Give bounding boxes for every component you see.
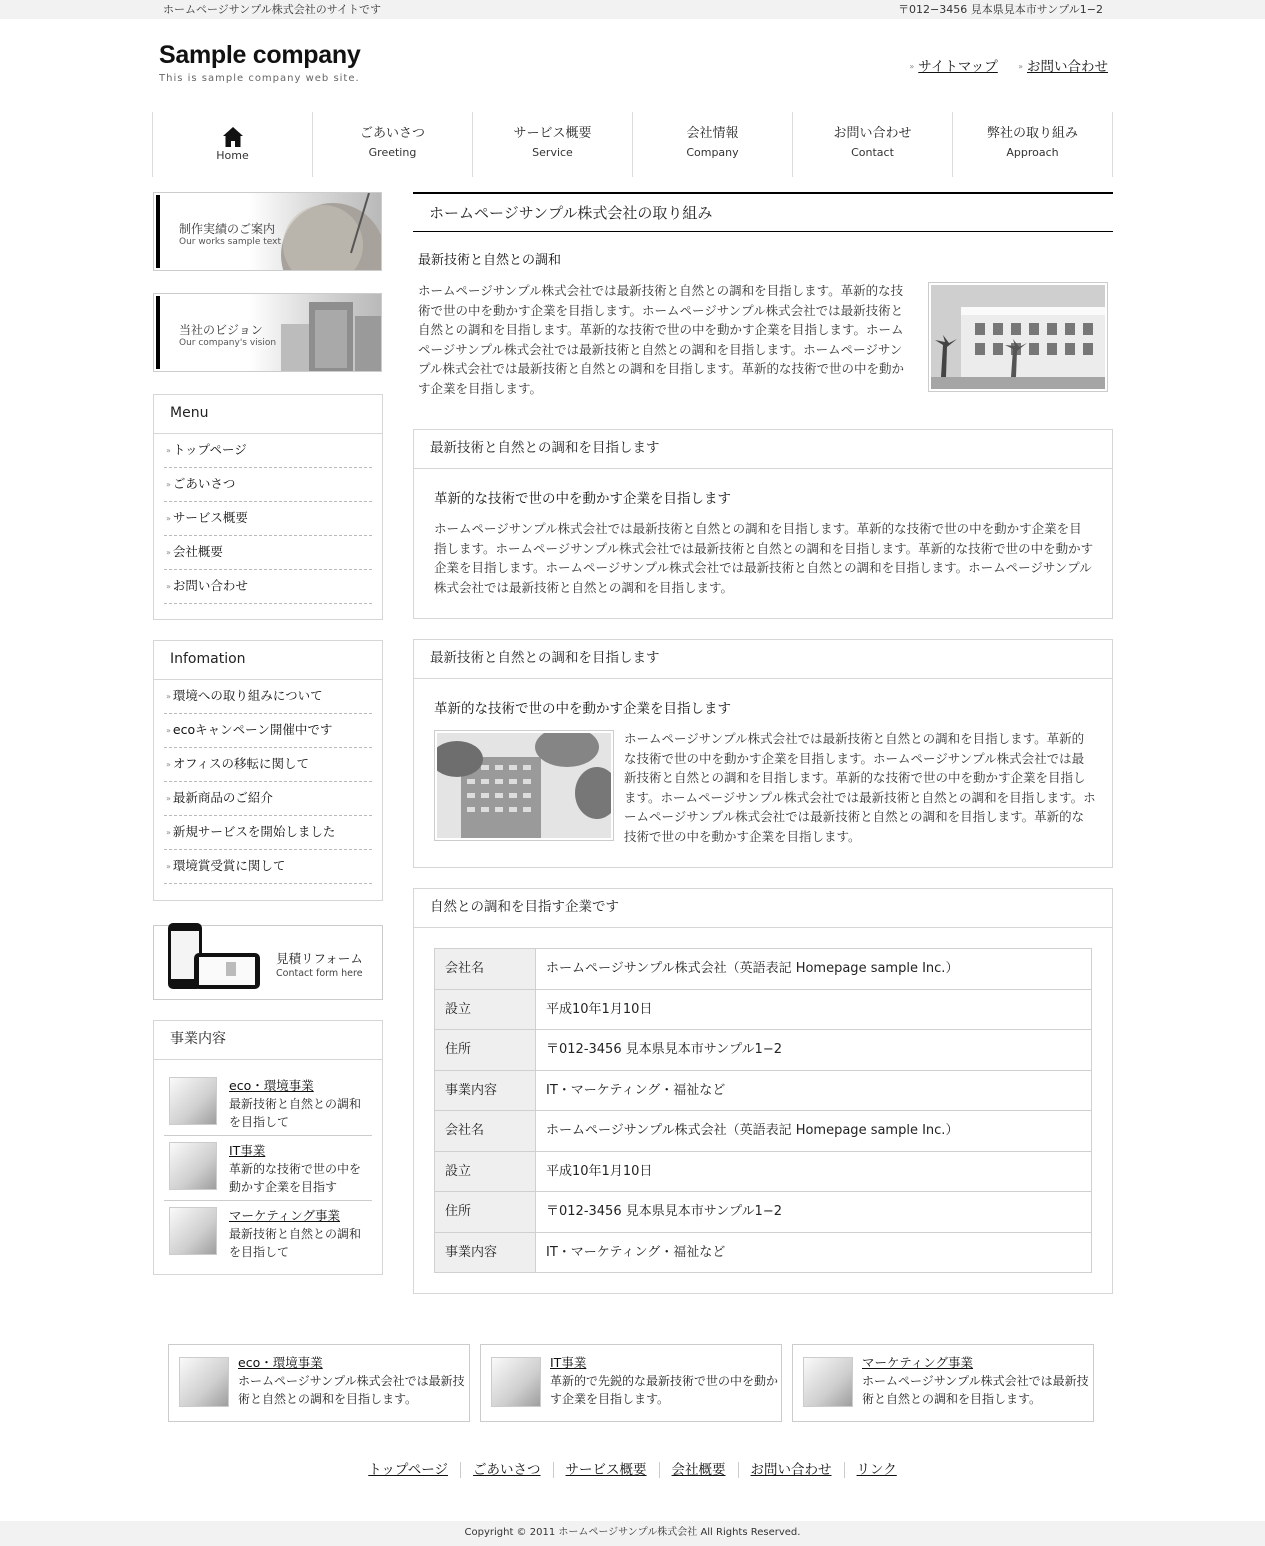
menu-item[interactable] [164, 536, 372, 570]
globe-image [271, 193, 381, 270]
business-item-link[interactable]: IT事業 [229, 1143, 266, 1158]
information-box [153, 640, 383, 901]
office-building-photo [928, 282, 1108, 392]
nav-company[interactable] [633, 112, 793, 177]
global-nav [152, 112, 1113, 177]
menu-title: Menu [154, 395, 382, 434]
nav-contact-jp: お問い合わせ [833, 126, 912, 141]
content-box-1-text: ホームページサンプル株式会社では最新技術と自然との調和を目指します。革新的な技術で世の中を動かす企業を目指します。ホームページサンプル株式会社では最新技術と自然との調和を目指します。革新的な技術で世の中を動かす企業を目指します。ホームページサンプル株式会社では最新技術と自然との調和を目指します。ホームページサンプル株式会社では最新技術と自然との調和を目指します。 [434, 521, 1094, 595]
table-value: 平成10年1月10日 [536, 1151, 1092, 1192]
footer-nav-company[interactable]: 会社概要 [660, 1462, 739, 1478]
information-title: Infomation [154, 641, 382, 680]
info-item[interactable] [164, 850, 372, 884]
info-item[interactable] [164, 748, 372, 782]
footer-nav-top[interactable]: トップページ [356, 1462, 461, 1478]
content-box-2-text: ホームページサンプル株式会社では最新技術と自然との調和を目指します。革新的な技術で世の中を動かす企業を目指します。ホームページサンプル株式会社では最新技術と自然との調和を目指します。革新的な技術で世の中を動かす企業を目指します。ホームページサンプル株式会社では最新技術と自然との調和を目指します。ホームページサンプル株式会社では最新技術と自然との調和を目指します。革新的な技術で世の中を動かす企業を目指します。 [624, 731, 1096, 844]
info-item-label[interactable]: 環境への取り組みについて [172, 688, 323, 703]
nav-company-en: Company [686, 146, 739, 159]
vision-banner-title: 当社のビジョン [179, 323, 263, 337]
arrow-bullet-icon: » [166, 827, 171, 837]
info-item[interactable] [164, 816, 372, 850]
menu-item[interactable] [164, 570, 372, 604]
copyright: Copyright © 2011 ホームページサンプル株式会社 All Rights Reserved. [0, 1521, 1265, 1546]
nav-contact[interactable] [793, 112, 953, 177]
info-item-label[interactable]: ecoキャンペーン開催中です [172, 722, 333, 737]
company-info-heading: 自然との調和を目指す企業です [414, 889, 1112, 928]
top-bar [0, 0, 1265, 19]
business-item-link[interactable]: マーケティング事業 [229, 1208, 341, 1223]
table-value: ホームページサンプル株式会社（英語表記 Homepage sample Inc.） [536, 949, 1092, 990]
footer-feature-desc: ホームページサンプル株式会社では最新技術と自然との調和を目指します。 [862, 1374, 1089, 1406]
table-row [435, 1192, 1092, 1233]
business-title: 事業内容 [154, 1021, 382, 1060]
vision-banner-sub: Our company's vision [179, 338, 277, 348]
content-box-2-subheading: 革新的な技術で世の中を動かす企業を目指します [434, 701, 731, 717]
footer-nav-contact[interactable]: お問い合わせ [739, 1462, 845, 1478]
phone-tablet-image [166, 921, 266, 993]
table-row [435, 1232, 1092, 1273]
info-item[interactable] [164, 680, 372, 714]
estimate-form-banner[interactable] [153, 925, 383, 1000]
business-item-desc: 最新技術と自然との調和を目指して [229, 1097, 362, 1129]
arrow-bullet-icon: » [166, 581, 171, 591]
table-key: 事業内容 [435, 1232, 536, 1273]
footer-feature-eco [168, 1344, 470, 1422]
business-item-desc: 革新的な技術で世の中を動かす企業を目指す [229, 1162, 362, 1194]
footer-nav [0, 1460, 1265, 1480]
nav-greeting[interactable] [313, 112, 473, 177]
business-item [164, 1201, 372, 1266]
intro-heading: 最新技術と自然との調和 [418, 253, 562, 268]
nav-approach-jp: 弊社の取り組み [986, 126, 1078, 141]
nav-service-jp: サービス概要 [513, 126, 592, 141]
nav-approach-en: Approach [1006, 146, 1059, 159]
table-row [435, 1111, 1092, 1152]
marketing-thumbnail[interactable] [803, 1357, 853, 1407]
footer-feature-desc: ホームページサンプル株式会社では最新技術と自然との調和を目指します。 [238, 1374, 465, 1406]
nav-company-jp: 会社情報 [686, 126, 739, 141]
table-value: IT・マーケティング・福祉など [536, 1232, 1092, 1273]
eco-business-thumbnail[interactable] [169, 1077, 217, 1125]
menu-item-label[interactable]: お問い合わせ [172, 578, 248, 593]
nav-greeting-jp: ごあいさつ [359, 126, 425, 141]
arrow-bullet-icon: » [166, 547, 171, 557]
nav-home[interactable] [153, 112, 313, 177]
info-item[interactable] [164, 714, 372, 748]
table-row [435, 989, 1092, 1030]
nav-contact-en: Contact [851, 146, 894, 159]
arrow-bullet-icon: » [166, 759, 171, 769]
estimate-title: 見積リフォーム [276, 951, 363, 966]
table-key: 会社名 [435, 1111, 536, 1152]
menu-item[interactable] [164, 468, 372, 502]
arrow-bullet-icon: » [166, 793, 171, 803]
info-item-label[interactable]: 最新商品のご紹介 [172, 790, 273, 805]
nav-approach[interactable] [953, 112, 1113, 177]
home-icon [222, 126, 244, 148]
banner-accent-bar [156, 195, 160, 268]
arrow-bullet-icon: » [166, 725, 171, 735]
arrow-bullet-icon: » [166, 513, 171, 523]
nav-service-en: Service [532, 146, 573, 159]
business-item-desc: 最新技術と自然との調和を目指して [229, 1227, 362, 1259]
menu-item-label[interactable]: ごあいさつ [172, 476, 236, 491]
arrow-bullet-icon: » [166, 479, 171, 489]
table-key: 住所 [435, 1030, 536, 1071]
info-item-label[interactable]: 環境賞受賞に関して [172, 858, 286, 873]
table-value: ホームページサンプル株式会社（英語表記 Homepage sample Inc.） [536, 1111, 1092, 1152]
content-box-2 [413, 639, 1113, 868]
arrow-bullet-icon: » [1018, 62, 1023, 71]
it-business-thumbnail[interactable] [169, 1142, 217, 1190]
business-item [164, 1071, 372, 1136]
footer-feature-marketing [792, 1344, 1094, 1422]
sitemap-link[interactable]: サイトマップ [918, 59, 998, 75]
logo-tagline: This is sample company web site. [159, 72, 360, 84]
menu-item-label[interactable]: 会社概要 [172, 544, 223, 559]
table-row [435, 949, 1092, 990]
company-info-box [413, 888, 1113, 1294]
works-banner[interactable] [153, 192, 382, 271]
arrow-bullet-icon: » [909, 62, 915, 71]
marketing-business-thumbnail[interactable] [169, 1207, 217, 1255]
intro-text: ホームページサンプル株式会社では最新技術と自然との調和を目指します。革新的な技術で世の中を動かす企業を目指します。ホームページサンプル株式会社では最新技術と自然との調和を目指します。革新的な技術で世の中を動かす企業を目指します。ホームページサンプル株式会社では最新技術と自然との調和を目指します。ホームページサンプル株式会社では最新技術と自然との調和を目指します。革新的な技術で世の中を動かす企業を目指します。 [418, 283, 905, 396]
it-thumbnail[interactable] [491, 1357, 541, 1407]
banner-accent-bar [156, 296, 160, 369]
table-value: 〒012-3456 見本県見本市サンプル1−2 [536, 1030, 1092, 1071]
business-item [164, 1136, 372, 1201]
estimate-sub: Contact form here [276, 968, 363, 979]
header-address: 〒012−3456 見本県見本市サンプル1−2 [898, 3, 1103, 16]
company-info-table [434, 948, 1092, 1273]
contact-link[interactable]: お問い合わせ [1027, 59, 1108, 75]
footer-feature-desc: 革新的で先鋭的な最新技術で世の中を動かす企業を目指します。 [550, 1374, 779, 1406]
building-image [271, 294, 381, 371]
content-box-1-subheading: 革新的な技術で世の中を動かす企業を目指します [434, 491, 731, 507]
table-row [435, 1070, 1092, 1111]
site-logo[interactable] [159, 42, 360, 86]
table-row [435, 1030, 1092, 1071]
vision-banner[interactable] [153, 293, 382, 372]
content-box-1 [413, 429, 1113, 619]
arrow-bullet-icon: » [166, 691, 171, 701]
eco-thumbnail[interactable] [179, 1357, 229, 1407]
site-description: ホームページサンプル株式会社のサイトです [163, 3, 382, 16]
menu-item-label[interactable]: サービス概要 [172, 510, 248, 525]
business-box [153, 1020, 383, 1275]
table-key: 設立 [435, 1151, 536, 1192]
table-value: 平成10年1月10日 [536, 989, 1092, 1030]
menu-item[interactable] [164, 434, 372, 468]
table-key: 設立 [435, 989, 536, 1030]
info-item-label[interactable]: 新規サービスを開始しました [172, 824, 336, 839]
page-title: ホームページサンプル株式会社の取り組み [413, 192, 1113, 232]
arrow-bullet-icon: » [166, 445, 171, 455]
footer-feature-link[interactable]: eco・環境事業 [238, 1355, 323, 1370]
menu-box [153, 394, 383, 620]
building-leaves-photo [434, 730, 614, 841]
works-banner-title: 制作実績のご案内 [179, 222, 276, 236]
nav-service[interactable] [473, 112, 633, 177]
table-value: IT・マーケティング・福祉など [536, 1070, 1092, 1111]
table-key: 会社名 [435, 949, 536, 990]
footer-nav-greeting[interactable]: ごあいさつ [461, 1462, 554, 1478]
business-item-link[interactable]: eco・環境事業 [229, 1078, 314, 1093]
nav-home-label: Home [216, 149, 249, 162]
table-row [435, 1151, 1092, 1192]
footer-nav-links[interactable]: リンク [856, 1462, 897, 1478]
nav-greeting-en: Greeting [368, 146, 417, 159]
logo-text[interactable]: Sample company [159, 41, 361, 69]
info-item[interactable] [164, 782, 372, 816]
arrow-bullet-icon: » [166, 861, 171, 871]
footer-feature-link[interactable]: IT事業 [550, 1355, 587, 1370]
info-item-label[interactable]: オフィスの移転に関して [172, 756, 310, 771]
footer-nav-service[interactable]: サービス概要 [554, 1462, 660, 1478]
header-links [893, 57, 1108, 77]
table-key: 住所 [435, 1192, 536, 1233]
content-box-1-heading: 最新技術と自然との調和を目指します [414, 430, 1112, 469]
content-box-2-heading: 最新技術と自然との調和を目指します [414, 640, 1112, 679]
works-banner-sub: Our works sample text [179, 237, 282, 247]
menu-item-label[interactable]: トップページ [172, 442, 247, 457]
table-key: 事業内容 [435, 1070, 536, 1111]
footer-feature-it [480, 1344, 782, 1422]
table-value: 〒012-3456 見本県見本市サンプル1−2 [536, 1192, 1092, 1233]
menu-item[interactable] [164, 502, 372, 536]
footer-feature-link[interactable]: マーケティング事業 [862, 1355, 974, 1370]
